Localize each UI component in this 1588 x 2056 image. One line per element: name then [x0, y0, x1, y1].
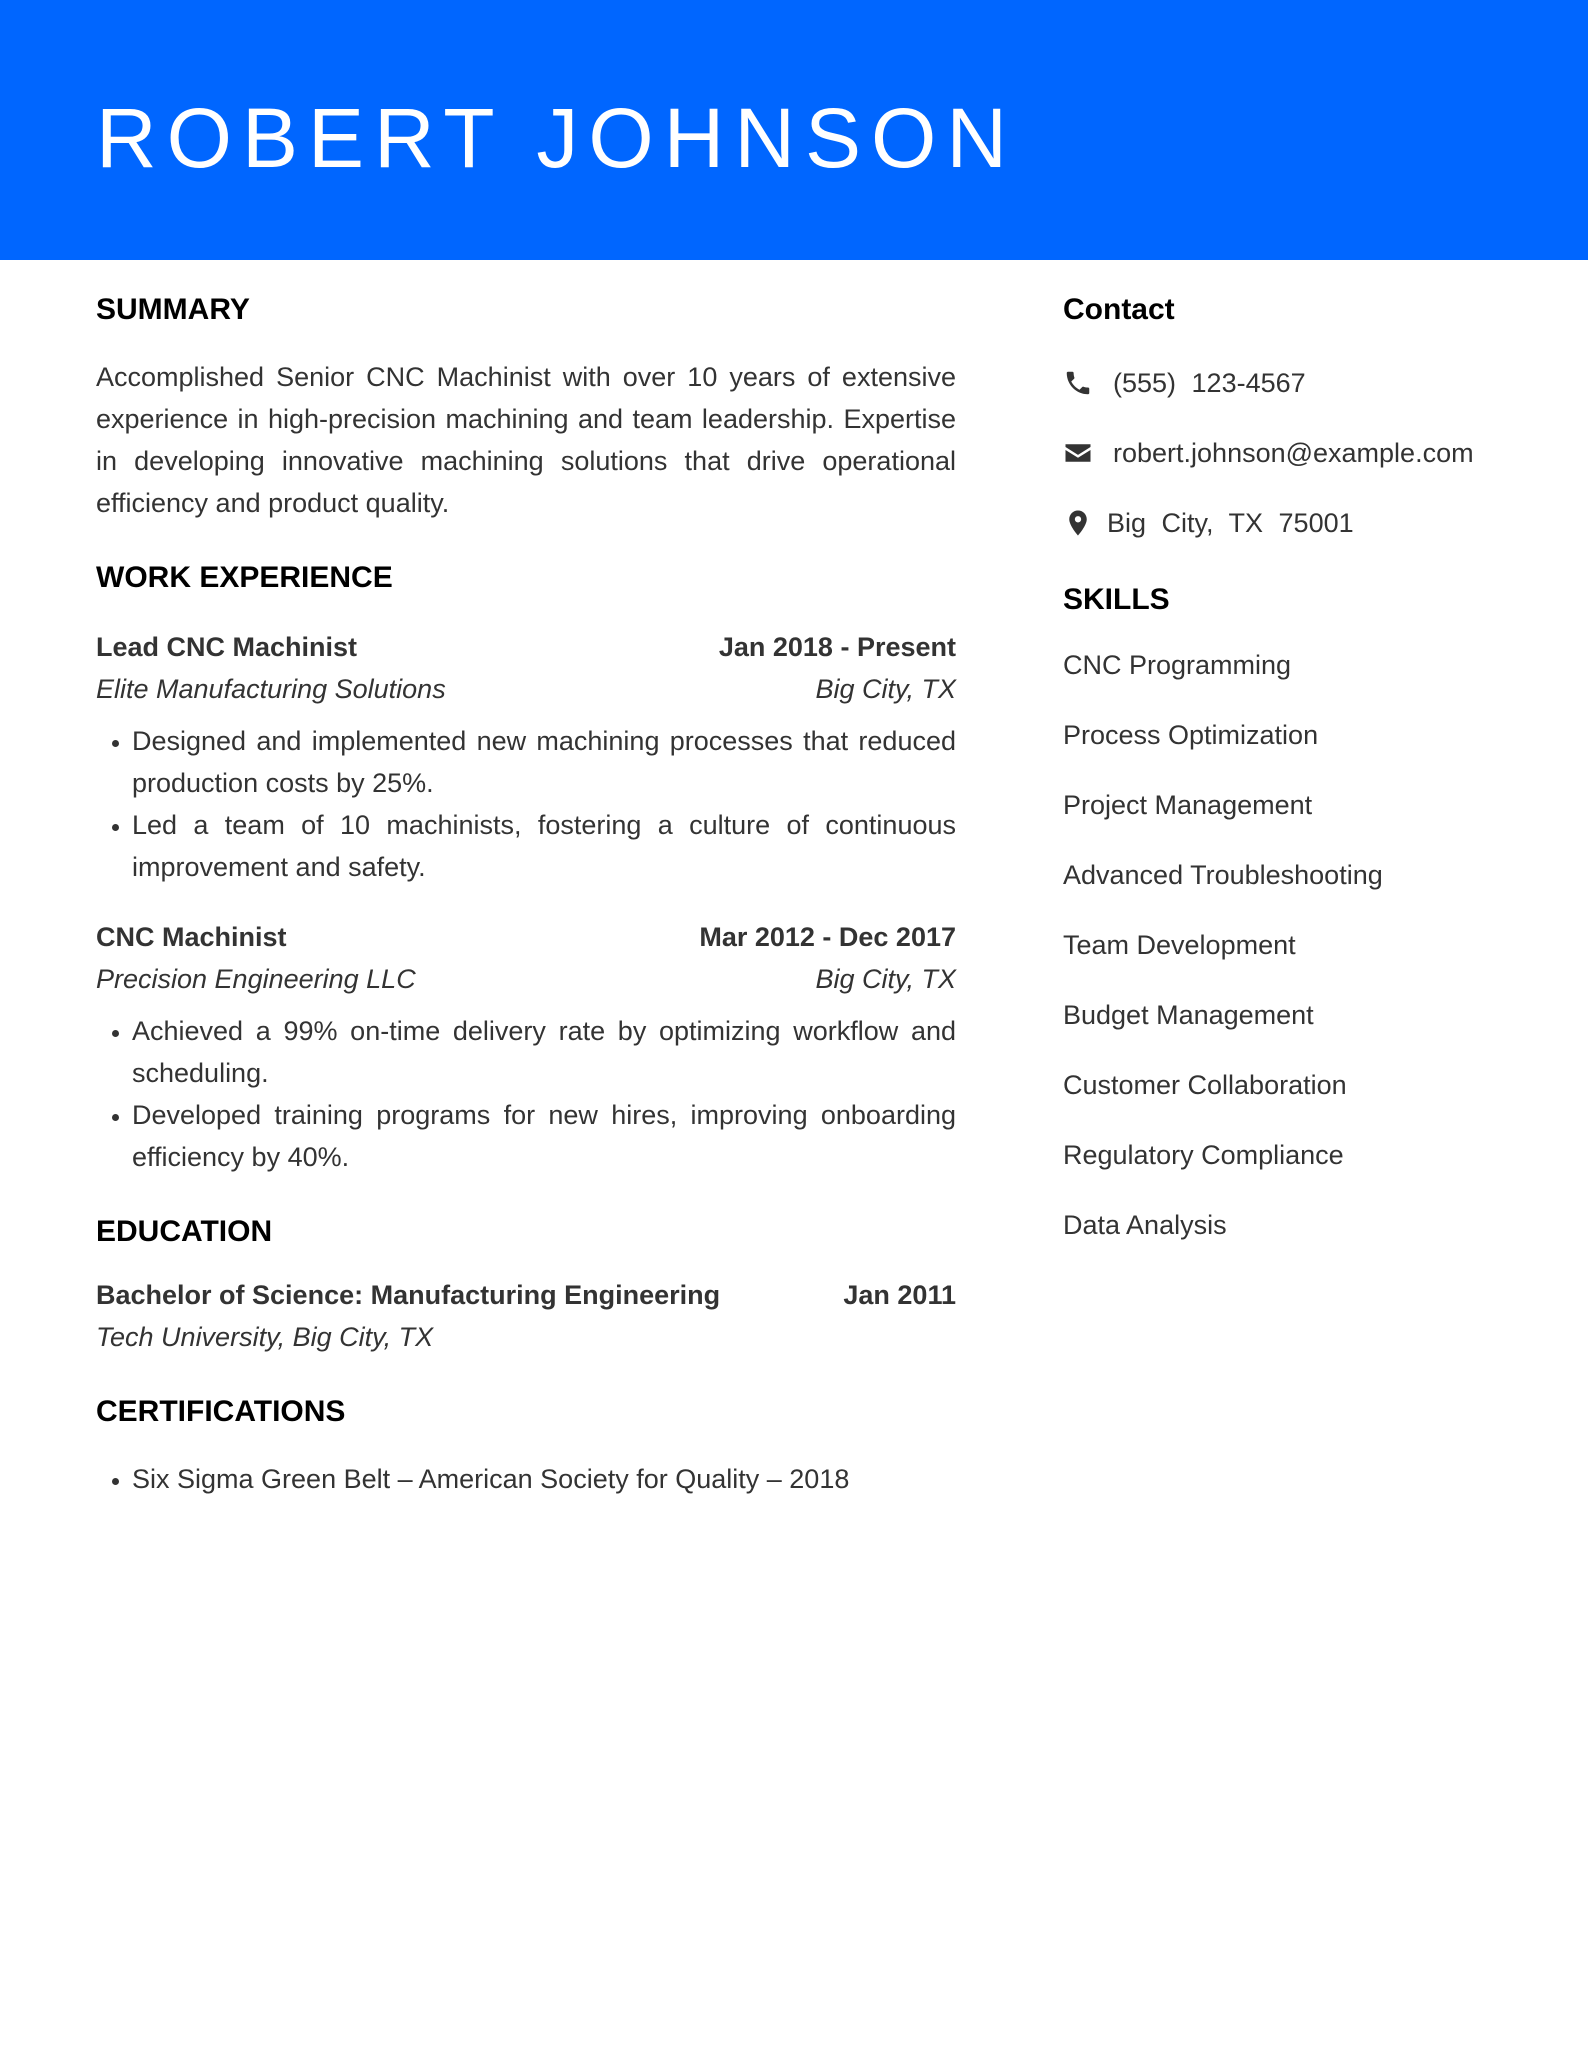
skills-list: [1063, 644, 1523, 1246]
job-bullets: [96, 1010, 956, 1178]
job-location: Big City, TX: [815, 964, 956, 994]
envelope-icon: [1063, 438, 1093, 468]
skill-item: Project Management: [1063, 790, 1313, 820]
skill-item: Process Optimization: [1063, 720, 1319, 750]
education-heading: EDUCATION: [96, 1215, 273, 1248]
candidate-name: ROBERT JOHNSON: [96, 91, 1018, 185]
work-experience-heading: WORK EXPERIENCE: [96, 561, 393, 594]
job-title: Lead CNC Machinist: [96, 632, 358, 662]
certification-list: [96, 1458, 956, 1500]
skill-item: Budget Management: [1063, 1000, 1314, 1030]
skill-item: Data Analysis: [1063, 1210, 1227, 1240]
skill-item: Customer Collaboration: [1063, 1070, 1347, 1100]
contact-location: [1063, 502, 1523, 544]
skill-item: CNC Programming: [1063, 650, 1292, 680]
job-bullet: • Developed training programs for new hires, improving onboarding efficiency by 40%.: [132, 1094, 956, 1178]
skills-section: [1063, 580, 1523, 1246]
sidebar-column: [1063, 290, 1523, 1274]
degree: Bachelor of Science: Manufacturing Engineering: [96, 1280, 721, 1310]
job-entry: [96, 916, 956, 1178]
education-section: [96, 1212, 956, 1358]
skills-heading: SKILLS: [1063, 583, 1170, 616]
certification-item: • Six Sigma Green Belt – American Society for Quality – 2018: [132, 1458, 956, 1500]
degree-date: Jan 2011: [843, 1280, 956, 1310]
summary-heading: SUMMARY: [96, 293, 250, 326]
job-dates: Mar 2012 - Dec 2017: [699, 922, 956, 952]
job-bullet: • Achieved a 99% on-time delivery rate by optimizing workflow and scheduling.: [132, 1010, 956, 1094]
contact-email: [1063, 432, 1523, 474]
summary-text: Accomplished Senior CNC Machinist with over 10 years of extensive experience in high-precision machining and team leadership. Expertise in developing innovative machining solutions that drive operational efficiency and product quality.: [96, 362, 956, 518]
contact-phone: [1063, 362, 1523, 404]
job-bullet: • Led a team of 10 machinists, fostering a culture of continuous improvement and safety.: [132, 804, 956, 888]
location-text: Big City, TX 75001: [1107, 508, 1354, 538]
school: Tech University, Big City, TX: [96, 1322, 434, 1352]
job-title: CNC Machinist: [96, 922, 287, 952]
map-pin-icon: [1063, 508, 1093, 538]
skill-item: Team Development: [1063, 930, 1296, 960]
job-bullet: • Designed and implemented new machining processes that reduced production costs by 25%.: [132, 720, 956, 804]
phone-icon: [1063, 368, 1093, 398]
skill-item: Regulatory Compliance: [1063, 1140, 1344, 1170]
summary-section: [96, 290, 956, 524]
job-company: Precision Engineering LLC: [96, 964, 416, 994]
phone-number: (555) 123-4567: [1113, 368, 1306, 398]
job-dates: Jan 2018 - Present: [718, 632, 956, 662]
skill-item: Advanced Troubleshooting: [1063, 860, 1383, 890]
work-experience-section: [96, 558, 956, 1178]
contact-heading: Contact: [1063, 293, 1175, 326]
job-entry: [96, 626, 956, 888]
certifications-heading: CERTIFICATIONS: [96, 1395, 346, 1428]
header-banner: [0, 0, 1588, 260]
main-column: [96, 290, 956, 1500]
job-company: Elite Manufacturing Solutions: [96, 674, 446, 704]
job-location: Big City, TX: [815, 674, 956, 704]
email-address: robert.johnson@example.com: [1113, 438, 1474, 468]
contact-section: [1063, 290, 1523, 544]
job-bullets: [96, 720, 956, 888]
certifications-section: [96, 1392, 956, 1500]
